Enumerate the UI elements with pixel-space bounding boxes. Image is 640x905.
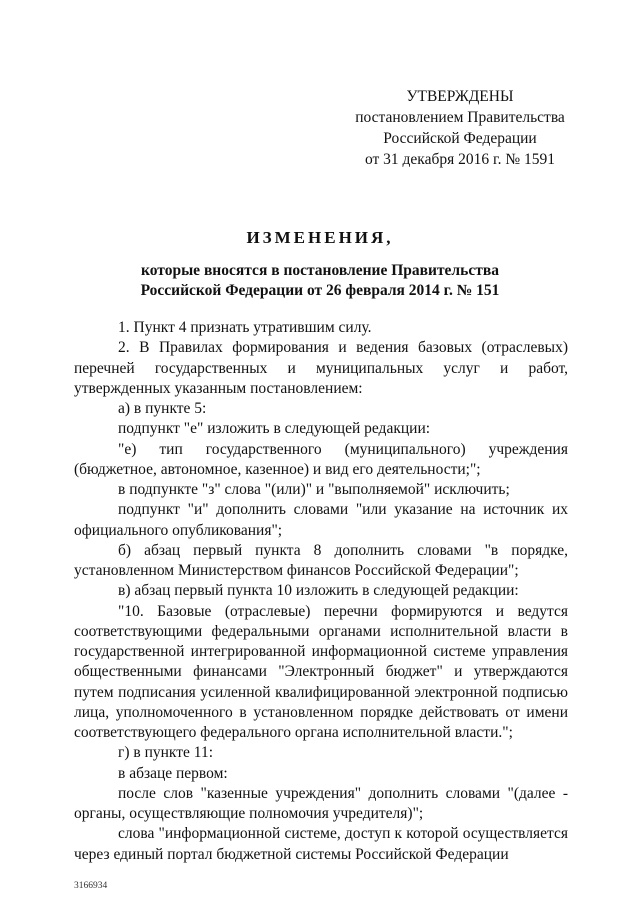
paragraph: после слов "казенные учреждения" дополнить словами "(далее - органы, осуществляющие полномочия учредителя)"; — [74, 784, 568, 822]
paragraph: 1. Пункт 4 признать утратившим силу. — [118, 319, 372, 336]
document-body — [74, 318, 568, 865]
paragraph: в абзаце первом: — [118, 764, 228, 782]
paragraph: б) абзац первый пункта 8 дополнить словами "в порядке, установленном Министерством финансов Российской Федерации"; — [74, 541, 568, 579]
paragraph: подпункт "е" изложить в следующей редакции: — [118, 420, 431, 438]
document-title — [60, 228, 580, 301]
title-subtitle-line: которые вносятся в постановление Правительства — [141, 262, 499, 279]
paragraph: в) абзац первый пункта 10 изложить в следующей редакции: — [118, 582, 519, 600]
title-heading: ИЗМЕНЕНИЯ, — [246, 228, 394, 247]
paragraph: г) в пункте 11: — [118, 744, 214, 762]
paragraph: в подпункте "з" слова "(или)" и "выполняемой" исключить; — [118, 481, 510, 498]
paragraph: "е) тип государственного (муниципального) учреждения (бюджетное, автономное, казенное) и вид его деятельности;"; — [74, 440, 568, 478]
document-code: 3166934 — [74, 881, 108, 891]
paragraph: слова "информационной системе, доступ к которой осуществляется через единый портал бюджетной системы Российской Федерации — [74, 825, 568, 863]
paragraph: "10. Базовые (отраслевые) перечни формируются и ведутся соответствующими федеральными органами исполнительной власти в государственной интегрированной информационной системе управления общественными финансами "Электронный бюджет" и утверждаются путем подписания усиленной квалифицированной электронной подписью лица, уполномоченного в установленном порядке действовать от имени соответствующего федерального органа исполнительной власти."; — [74, 602, 568, 741]
title-subtitle-line: Российской Федерации от 26 февраля 2014 г. № 151 — [140, 282, 500, 299]
approval-heading: УТВЕРЖДЕНЫ — [406, 88, 514, 105]
paragraph: а) в пункте 5: — [118, 400, 207, 417]
paragraph: подпункт "и" дополнить словами "или указание на источник их официального опубликования"; — [74, 501, 568, 539]
approval-line: постановлением Правительства — [355, 109, 565, 126]
approval-stamp — [330, 86, 590, 170]
approval-date-number: от 31 декабря 2016 г. № 1591 — [364, 151, 556, 168]
paragraph: 2. В Правилах формирования и ведения базовых (отраслевых) перечней государственных и муниципальных услуг и работ, утвержденных указанным постановлением: — [74, 339, 568, 397]
approval-line: Российской Федерации — [383, 130, 537, 147]
